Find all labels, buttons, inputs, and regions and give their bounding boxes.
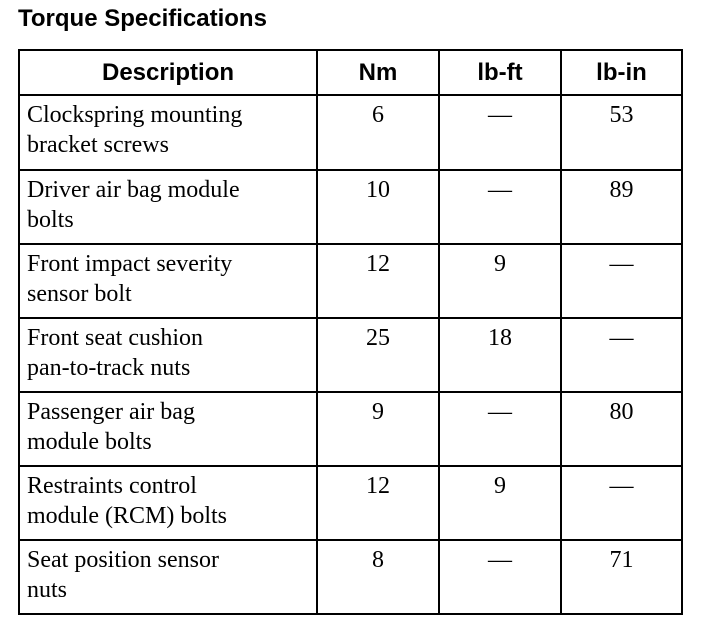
table-header-row (19, 50, 682, 95)
lb-in-cell: 80 (561, 392, 682, 466)
description-line: Front impact severity (27, 251, 233, 277)
description-cell (19, 244, 317, 318)
torque-specifications-table (18, 49, 683, 615)
lb-in-cell: — (561, 318, 682, 392)
lb-ft-cell: — (439, 392, 561, 466)
table-row (19, 466, 682, 540)
description-cell (19, 392, 317, 466)
description-line: module (RCM) bolts (27, 503, 228, 529)
description-line: bracket screws (27, 132, 169, 158)
table-row (19, 540, 682, 614)
nm-cell: 12 (317, 244, 439, 318)
nm-cell: 10 (317, 170, 439, 244)
lb-ft-cell: — (439, 540, 561, 614)
description-cell (19, 318, 317, 392)
description-line: Passenger air bag (27, 399, 195, 425)
lb-ft-cell: — (439, 95, 561, 170)
page-title: Torque Specifications (18, 5, 267, 32)
description-cell (19, 466, 317, 540)
lb-in-cell: — (561, 466, 682, 540)
description-cell (19, 540, 317, 614)
description-line: module bolts (27, 429, 152, 455)
description-line: Front seat cushion (27, 325, 203, 351)
table-row (19, 392, 682, 466)
table-row (19, 244, 682, 318)
nm-cell: 12 (317, 466, 439, 540)
nm-cell: 25 (317, 318, 439, 392)
lb-ft-cell: 18 (439, 318, 561, 392)
lb-in-cell: 53 (561, 95, 682, 170)
lb-ft-cell: 9 (439, 244, 561, 318)
column-header-description: Description (19, 50, 317, 95)
description-cell (19, 170, 317, 244)
column-header-lb-in: lb-in (561, 50, 682, 95)
description-line: sensor bolt (27, 281, 132, 307)
lb-ft-cell: 9 (439, 466, 561, 540)
lb-in-cell: 71 (561, 540, 682, 614)
table-row (19, 318, 682, 392)
nm-cell: 8 (317, 540, 439, 614)
description-line: Clockspring mounting (27, 102, 243, 128)
column-header-lb-ft: lb-ft (439, 50, 561, 95)
description-line: Driver air bag module (27, 177, 240, 203)
nm-cell: 6 (317, 95, 439, 170)
description-line: nuts (27, 577, 68, 603)
column-header-nm: Nm (317, 50, 439, 95)
description-line: bolts (27, 207, 74, 233)
table-row (19, 95, 682, 170)
description-cell (19, 95, 317, 170)
lb-in-cell: 89 (561, 170, 682, 244)
description-line: Restraints control (27, 473, 197, 499)
table-row (19, 170, 682, 244)
lb-ft-cell: — (439, 170, 561, 244)
nm-cell: 9 (317, 392, 439, 466)
description-line: Seat position sensor (27, 547, 219, 573)
description-line: pan-to-track nuts (27, 355, 191, 381)
lb-in-cell: — (561, 244, 682, 318)
